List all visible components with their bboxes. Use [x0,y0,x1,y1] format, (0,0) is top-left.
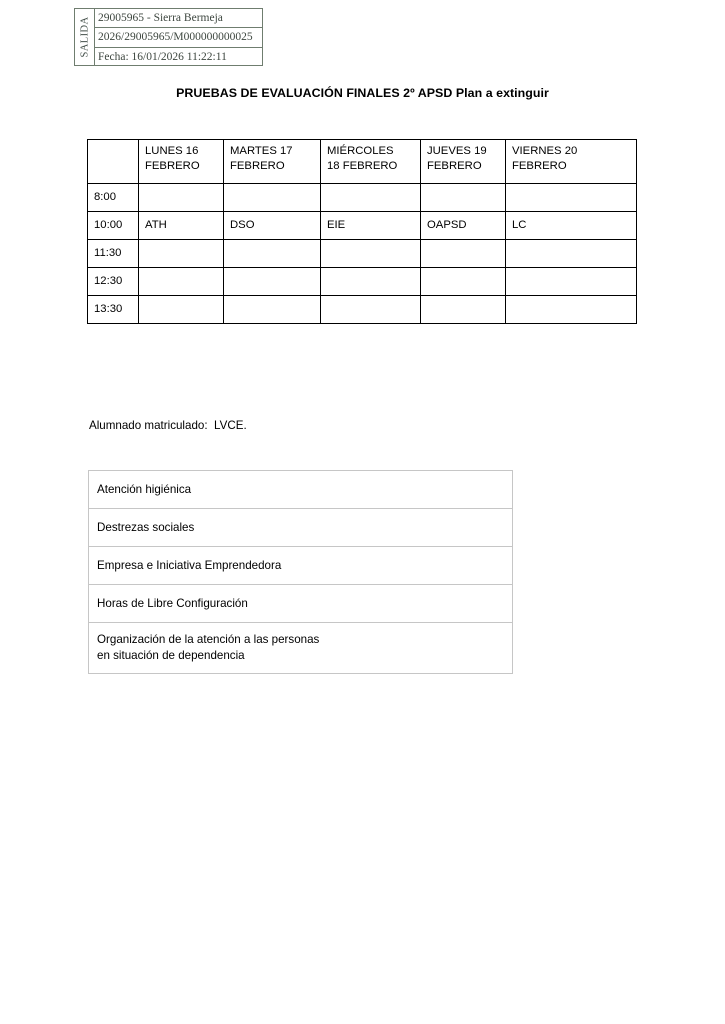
schedule-table-head [88,140,637,184]
schedule-cell: EIE [321,212,421,240]
stamp-salida-label: SALIDA [79,16,90,58]
stamp-rows [95,9,262,65]
schedule-cell [139,268,224,296]
schedule-cell [421,296,506,324]
schedule-cell [421,184,506,212]
schedule-cell [506,240,637,268]
schedule-cell [421,268,506,296]
schedule-cell [321,296,421,324]
schedule-cell [139,240,224,268]
header-day-1-line-2: FEBRERO [145,159,200,172]
schedule-table-body [88,184,637,324]
subjects-table [88,470,513,674]
schedule-cell [224,268,321,296]
schedule-time-cell: 10:00 [88,212,139,240]
schedule-time-cell: 8:00 [88,184,139,212]
list-item [89,471,513,509]
header-day-5-line-1: VIERNES 20 [512,145,578,157]
enrolled-students-label: Alumnado matriculado: [89,419,208,432]
subjects-table-body [89,471,513,674]
schedule-cell: LC [506,212,637,240]
stamp-date-line: Fecha: 16/01/2026 11:22:11 [98,50,227,63]
schedule-header-day-4 [421,140,506,184]
schedule-cell [321,240,421,268]
schedule-cell [506,184,637,212]
list-item [89,585,513,623]
schedule-cell [421,240,506,268]
schedule-header-day-2 [224,140,321,184]
subject-label-line-1: Organización de la atención a las personas [97,633,320,646]
registry-stamp [74,8,263,66]
header-day-4-line-2: FEBRERO [427,159,482,172]
list-item [89,509,513,547]
schedule-cell [321,268,421,296]
header-day-4-line-1: JUEVES 19 [427,145,487,157]
schedule-time-cell: 11:30 [88,240,139,268]
subjects-table-container [88,470,513,674]
subject-cell [89,585,513,623]
schedule-cell [506,268,637,296]
subject-label: Destrezas sociales [97,520,195,534]
schedule-header-time [88,140,139,184]
schedule-cell [139,296,224,324]
table-row [88,184,637,212]
schedule-cell: OAPSD [421,212,506,240]
subject-cell [89,509,513,547]
enrolled-students-line [89,419,247,432]
stamp-center-line: 29005965 - Sierra Bermeja [95,9,262,28]
header-day-2-line-2: FEBRERO [230,159,285,172]
schedule-header-day-5 [506,140,637,184]
list-item [89,547,513,585]
subject-cell [89,623,513,674]
schedule-header-row [88,140,637,184]
schedule-cell [139,184,224,212]
schedule-time-cell: 12:30 [88,268,139,296]
schedule-cell: ATH [139,212,224,240]
table-row [88,240,637,268]
header-day-2-line-1: MARTES 17 [230,145,293,157]
schedule-cell [224,296,321,324]
enrolled-students-value: LVCE. [214,419,247,432]
subject-cell [89,471,513,509]
list-item [89,623,513,674]
subject-cell [89,547,513,585]
table-row [88,268,637,296]
header-day-3-line-1: MIÉRCOLES [327,145,394,157]
schedule-cell [224,240,321,268]
stamp-side-bar [75,9,95,65]
schedule-header-day-3 [321,140,421,184]
table-row [88,212,637,240]
schedule-table-container [87,139,636,324]
header-day-1-line-1: LUNES 16 [145,145,199,157]
subject-label: Horas de Libre Configuración [97,596,248,610]
schedule-table [87,139,637,324]
table-row [88,296,637,324]
header-day-3-line-2: 18 FEBRERO [327,159,398,172]
subject-label-line-2: en situación de dependencia [97,649,245,662]
page-title: PRUEBAS DE EVALUACIÓN FINALES 2º APSD Plan a extinguir [176,86,549,100]
subject-label: Empresa e Iniciativa Emprendedora [97,558,282,572]
schedule-header-day-1 [139,140,224,184]
stamp-registry-number-line: 2026/29005965/M000000000025 [95,28,262,47]
header-day-5-line-2: FEBRERO [512,159,567,172]
schedule-cell [224,184,321,212]
schedule-time-cell: 13:30 [88,296,139,324]
schedule-cell [321,184,421,212]
subject-label: Atención higiénica [97,482,192,496]
schedule-cell [506,296,637,324]
schedule-cell: DSO [224,212,321,240]
